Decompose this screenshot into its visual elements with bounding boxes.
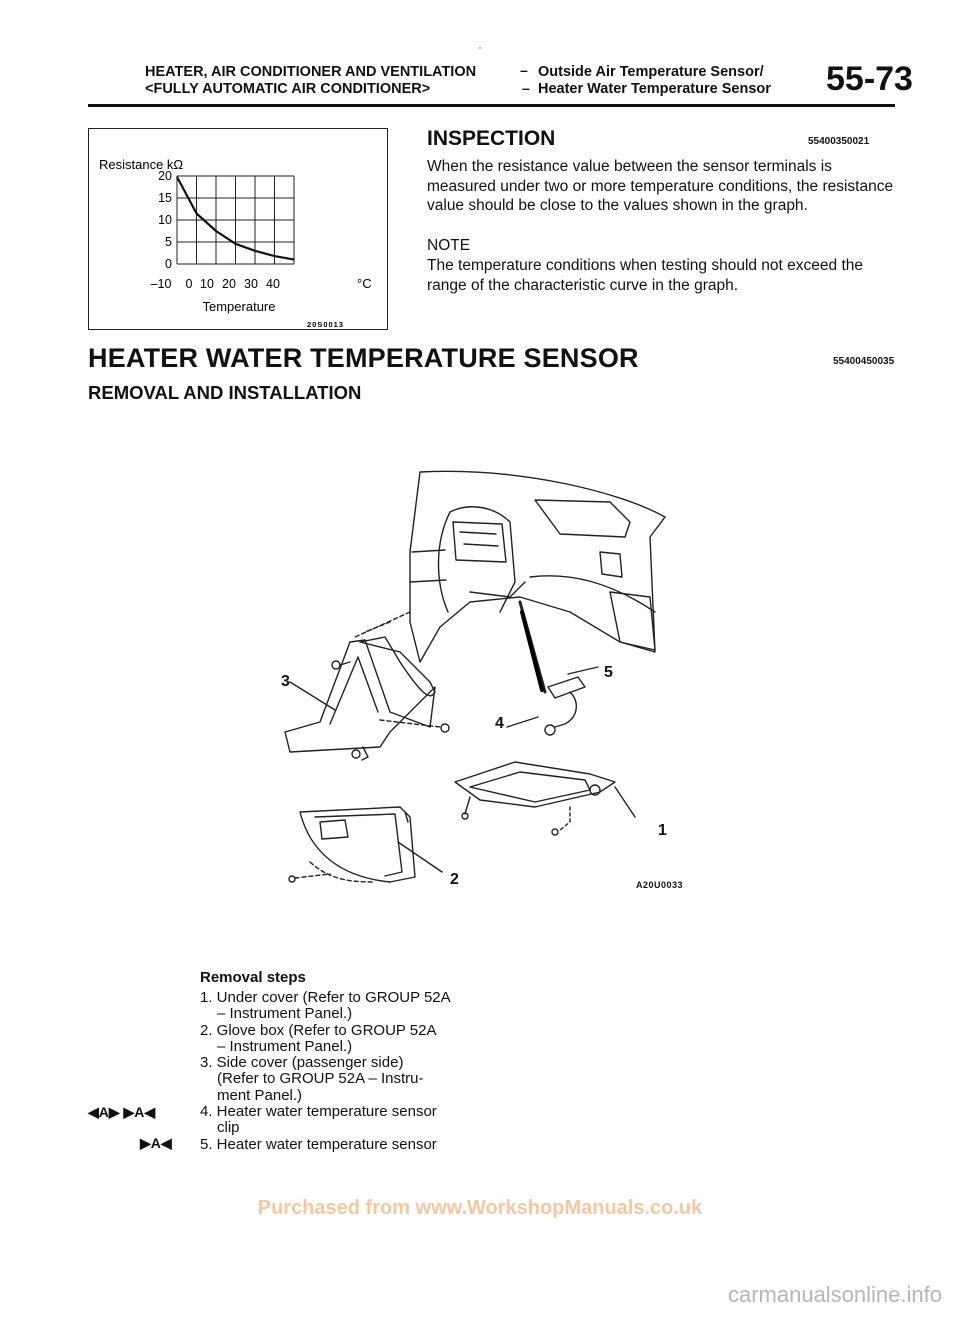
step-line: – Instrument Panel.): [217, 1005, 353, 1023]
note-label: NOTE: [427, 237, 471, 254]
chart-x-tick-label: –10: [150, 277, 172, 291]
removal-step-1: [200, 990, 490, 1023]
removal-step-4: [200, 1104, 490, 1137]
chart-y-tick-label: 15: [158, 191, 172, 205]
chart-x-tick-label: 0: [185, 277, 193, 291]
chart-figure-code: 20S0013: [307, 320, 345, 329]
removal-step-3: [200, 1055, 490, 1104]
step-line: 2. Glove box (Refer to GROUP 52A: [200, 1021, 437, 1039]
header-group-line1: HEATER, AIR CONDITIONER AND VENTILATION: [145, 64, 477, 80]
header-group-line2: <FULLY AUTOMATIC AIR CONDITIONER>: [145, 81, 431, 97]
section-code: 55400450035: [833, 356, 895, 367]
footer-site: carmanualsonline.info: [727, 1282, 942, 1307]
header-group-title: [145, 64, 476, 98]
chart-grid: [177, 176, 294, 264]
chart-x-unit: °C: [357, 276, 372, 291]
removal-diagram: [270, 462, 690, 892]
removal-step-5: [200, 1137, 490, 1153]
resistance-chart: [88, 128, 388, 330]
chart-y-tick-label: 0: [165, 257, 172, 271]
sensor-illustration: [548, 677, 585, 698]
service-marks-step-5: ▶A◀: [140, 1135, 172, 1151]
callout-4: 4: [495, 715, 504, 732]
watermark-text: Purchased from www.WorkshopManuals.co.uk: [257, 1197, 703, 1219]
side-cover-illustration: [360, 637, 435, 696]
header-top-mark: -: [478, 40, 482, 54]
callout-5: 5: [604, 664, 613, 681]
step-line: ment Panel.): [217, 1086, 303, 1104]
callout-3: 3: [281, 673, 290, 690]
header-separator-bottom: –: [522, 80, 530, 96]
note-paragraph: The temperature conditions when testing should not exceed the range of the characteristic curve in the graph.: [427, 257, 863, 294]
step-line: 4. Heater water temperature sensor: [200, 1103, 437, 1121]
chart-y-tick-label: 20: [158, 169, 172, 183]
step-line: – Instrument Panel.): [217, 1037, 353, 1055]
callout-1: 1: [658, 822, 667, 839]
inspection-title: INSPECTION: [427, 127, 556, 150]
callout-2: 2: [450, 871, 459, 888]
chart-x-tick-label: 40: [266, 277, 280, 291]
header-rule: [88, 104, 895, 107]
service-marks-step-4: ◀A▶ ▶A◀: [88, 1104, 156, 1120]
chart-x-tick-label: 30: [244, 277, 258, 291]
chart-xlabel: Temperature: [202, 299, 276, 314]
resistance-chart-svg: [89, 129, 389, 331]
inspection-paragraph: When the resistance value between the sensor terminals is measured under two or more temperature conditions, the resistance value should be close to the values shown in the graph.: [427, 158, 894, 214]
diagram-figure-code: A20U0033: [636, 880, 684, 890]
chart-x-tick-label: 10: [200, 277, 214, 291]
section-subtitle: REMOVAL AND INSTALLATION: [88, 382, 362, 403]
section-title: HEATER WATER TEMPERATURE SENSOR: [88, 343, 639, 373]
header-topic-line1: Outside Air Temperature Sensor/: [538, 64, 764, 80]
step-line: (Refer to GROUP 52A – Instru-: [217, 1070, 424, 1088]
header-topic-title: [538, 64, 771, 98]
step-line: 5. Heater water temperature sensor: [200, 1135, 437, 1153]
chart-ylabel: Resistance kΩ: [99, 157, 184, 172]
removal-step-2: [200, 1023, 490, 1056]
header-separator-top: –: [520, 62, 528, 78]
glove-box-illustration: [300, 807, 415, 882]
inspection-code: 55400350021: [808, 136, 870, 147]
chart-y-tick-label: 5: [165, 235, 172, 249]
removal-steps-title: Removal steps: [200, 969, 306, 986]
header-topic-line2: Heater Water Temperature Sensor: [538, 81, 771, 97]
step-line: 3. Side cover (passenger side): [200, 1054, 404, 1072]
chart-y-tick-label: 10: [158, 213, 172, 227]
step-line: clip: [217, 1119, 240, 1137]
chart-x-tick-label: 20: [222, 277, 236, 291]
removal-steps-list: [200, 990, 490, 1153]
page-number: 55-73: [826, 60, 913, 98]
step-line: 1. Under cover (Refer to GROUP 52A: [200, 989, 451, 1006]
